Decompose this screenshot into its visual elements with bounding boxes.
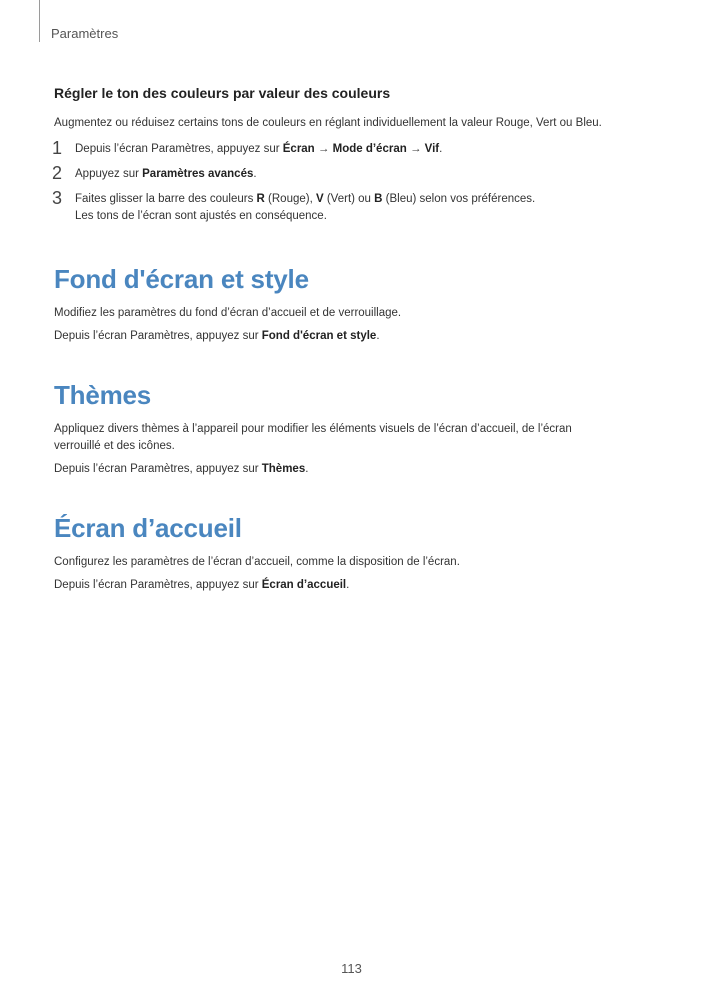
step-2: [52, 163, 664, 183]
step-suffix: .: [253, 168, 257, 180]
themes-title: Thèmes: [54, 380, 152, 410]
step-number: 3: [52, 188, 63, 208]
arrow: →: [406, 143, 425, 155]
themes-desc-line1: Appliquez divers thèmes à l’appareil pour modifier les éléments visuels de l’écran d’accueil, de l’écran: [54, 423, 572, 435]
path-suffix: .: [376, 330, 380, 342]
path-prefix: Depuis l’écran Paramètres, appuyez sur: [54, 463, 262, 475]
home-desc: Configurez les paramètres de l’écran d’accueil, comme la disposition de l’écran.: [54, 556, 460, 568]
path-suffix: .: [305, 463, 309, 475]
arrow: →: [314, 143, 333, 155]
color-r-label: (Rouge),: [264, 193, 316, 205]
step-number: 1: [52, 138, 63, 158]
page-header-title: Paramètres: [51, 26, 119, 41]
path-bold: Fond d'écran et style: [261, 330, 377, 342]
color-r: R: [256, 193, 265, 205]
wallpaper-section: [54, 263, 664, 345]
tone-section: [54, 84, 664, 225]
color-b-label: (Bleu) selon vos préférences.: [382, 193, 536, 205]
themes-path: [54, 461, 664, 478]
color-v-label: (Vert) ou: [323, 193, 375, 205]
page-content: [54, 84, 664, 594]
step-text: Faites glisser la barre des couleurs: [75, 193, 257, 205]
menu-vif: Vif: [424, 143, 440, 155]
menu-parametres-avances: Paramètres avancés: [142, 168, 254, 180]
header-divider: [39, 0, 40, 42]
step-number: 2: [52, 163, 63, 183]
color-b: B: [374, 193, 383, 205]
tone-steps: [52, 138, 664, 225]
step-3: [52, 188, 664, 225]
path-suffix: .: [346, 579, 350, 591]
step-line-2: Les tons de l’écran sont ajustés en conséquence.: [75, 210, 327, 222]
step-text: Appuyez sur: [75, 168, 143, 180]
home-path: [54, 577, 664, 594]
tone-intro: Augmentez ou réduisez certains tons de couleurs en réglant individuellement la valeur Rouge, Vert ou Bleu.: [54, 117, 602, 129]
home-section: [54, 512, 664, 594]
wallpaper-path: [54, 328, 664, 345]
wallpaper-desc: Modifiez les paramètres du fond d’écran d’accueil et de verrouillage.: [54, 307, 402, 319]
step-text: Depuis l’écran Paramètres, appuyez sur: [75, 143, 283, 155]
color-v: V: [315, 193, 324, 205]
path-prefix: Depuis l’écran Paramètres, appuyez sur: [54, 330, 262, 342]
path-prefix: Depuis l’écran Paramètres, appuyez sur: [54, 579, 262, 591]
themes-desc: [54, 421, 664, 455]
step-line-1: [75, 191, 664, 208]
themes-desc-line2: verrouillé et des icônes.: [54, 440, 175, 452]
themes-section: [54, 379, 664, 478]
home-title: Écran d’accueil: [54, 513, 242, 543]
menu-ecran: Écran: [282, 143, 315, 155]
menu-mode-ecran: Mode d’écran: [332, 143, 407, 155]
step-suffix: .: [439, 143, 443, 155]
page-number: 113: [341, 961, 362, 976]
wallpaper-title: Fond d'écran et style: [54, 264, 309, 294]
tone-heading: Régler le ton des couleurs par valeur des couleurs: [54, 85, 391, 101]
path-bold: Écran d’accueil: [261, 579, 347, 591]
step-1: [52, 138, 664, 158]
path-bold: Thèmes: [261, 463, 306, 475]
